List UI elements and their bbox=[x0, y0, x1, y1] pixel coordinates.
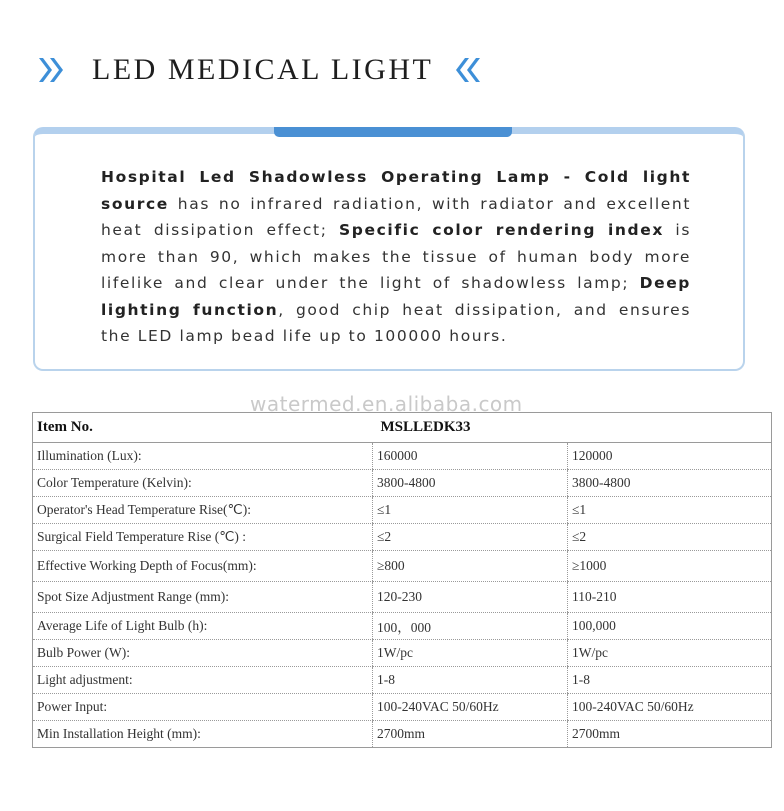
spec-value-1: 1W/pc bbox=[373, 640, 568, 667]
spec-value-1: ≤2 bbox=[373, 524, 568, 551]
spec-value-1: 160000 bbox=[373, 443, 568, 470]
spec-label: Min Installation Height (mm): bbox=[37, 726, 201, 741]
chevron-right-double-icon bbox=[36, 55, 66, 85]
spec-value-2: ≤1 bbox=[568, 497, 772, 524]
spec-value-2: 1W/pc bbox=[568, 640, 772, 667]
table-row bbox=[33, 694, 772, 721]
table-row bbox=[33, 613, 772, 640]
spec-value-2: ≥1000 bbox=[568, 551, 772, 582]
description-text: is more than 90, which makes the tissue of human body more lifelike and clear under the light of shadowless lamp; bbox=[101, 221, 691, 292]
description-highlight: Deep lighting function bbox=[101, 274, 691, 319]
table-row bbox=[33, 443, 772, 470]
spec-value-1: 100，000 bbox=[373, 613, 568, 640]
description-box bbox=[33, 127, 745, 371]
item-no-label: Item No. bbox=[33, 413, 373, 443]
spec-label: Color Temperature (Kelvin): bbox=[33, 470, 373, 497]
table-row bbox=[33, 667, 772, 694]
spec-value-1: ≥800 bbox=[373, 551, 568, 582]
spec-value-2: 1-8 bbox=[568, 667, 772, 694]
spec-value-1: 1-8 bbox=[373, 667, 568, 694]
description-highlight: Hospital Led Shadowless Operating Lamp - Cold light source bbox=[101, 168, 691, 213]
spec-label: Bulb Power (W): bbox=[33, 640, 373, 667]
spec-label: Operator's Head Temperature Rise(℃): bbox=[33, 497, 373, 524]
watermark: watermed.en.alibaba.com bbox=[250, 392, 523, 416]
page-title: LED MEDICAL LIGHT bbox=[92, 53, 434, 86]
spec-value-2: 110-210 bbox=[568, 582, 772, 613]
table-row bbox=[33, 582, 772, 613]
spec-label: Effective Working Depth of Focus(mm): bbox=[33, 551, 373, 582]
table-row bbox=[33, 551, 772, 582]
item-no-value: MSLLEDK33 bbox=[373, 413, 772, 443]
product-description bbox=[101, 164, 691, 350]
spec-label: Power Input: bbox=[33, 694, 373, 721]
spec-label: Surgical Field Temperature Rise (℃) : bbox=[33, 524, 373, 551]
description-text: , good chip heat dissipation, and ensures the LED lamp bead life up to 100000 hours. bbox=[101, 300, 691, 345]
spec-value-1: 3800-4800 bbox=[373, 470, 568, 497]
table-row bbox=[33, 524, 772, 551]
spec-value-1: 100-240VAC 50/60Hz bbox=[373, 694, 568, 721]
table-header-row bbox=[33, 413, 772, 443]
spec-value-2: 100-240VAC 50/60Hz bbox=[568, 694, 772, 721]
spec-value-1: 120-230 bbox=[373, 582, 568, 613]
section-header bbox=[36, 48, 483, 92]
spec-label: Average Life of Light Bulb (h): bbox=[33, 613, 373, 640]
chevron-left-double-icon bbox=[453, 55, 483, 85]
table-row bbox=[33, 497, 772, 524]
spec-table bbox=[32, 412, 772, 748]
spec-value-1: 2700mm bbox=[373, 721, 568, 748]
spec-value-2: 2700mm bbox=[568, 721, 772, 748]
description-highlight: Specific color rendering index bbox=[339, 221, 664, 239]
spec-value-2: ≤2 bbox=[568, 524, 772, 551]
spec-label: Light adjustment: bbox=[33, 667, 373, 694]
table-row bbox=[33, 721, 772, 748]
spec-value-2: 3800-4800 bbox=[568, 470, 772, 497]
spec-value-2: 120000 bbox=[568, 443, 772, 470]
table-row bbox=[33, 640, 772, 667]
description-text: has no infrared radiation, with radiator and excellent heat dissipation effect; bbox=[101, 194, 691, 239]
spec-label: Spot Size Adjustment Range (mm): bbox=[33, 582, 373, 613]
spec-value-2: 100,000 bbox=[568, 613, 772, 640]
spec-value-1: ≤1 bbox=[373, 497, 568, 524]
table-row bbox=[33, 470, 772, 497]
description-box-tab bbox=[274, 127, 512, 137]
spec-label: Illumination (Lux): bbox=[33, 443, 373, 470]
